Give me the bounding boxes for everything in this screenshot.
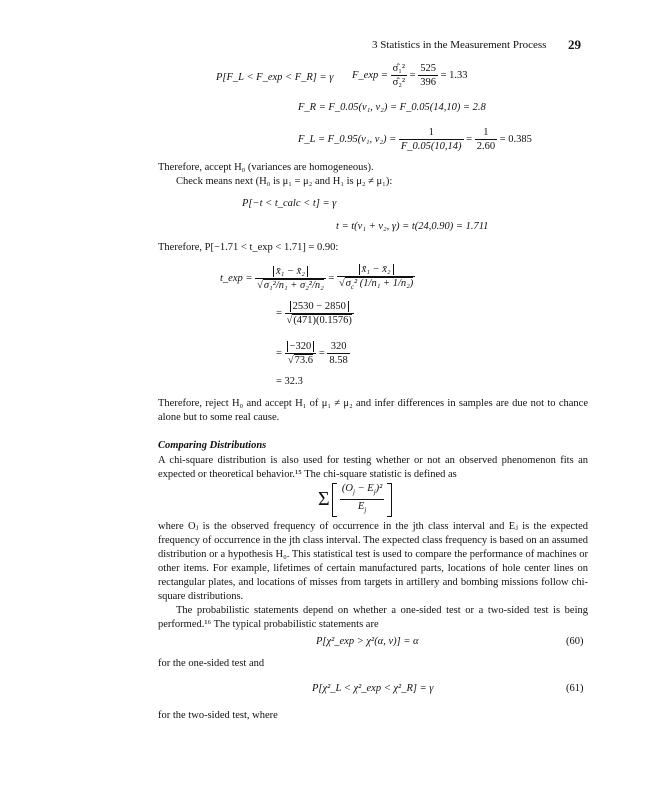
equals-sign: = <box>328 272 335 284</box>
where-paragraph: where Oⱼ is the observed frequency of occurrence in the jth class interval and Eⱼ is the expected frequency of occurrence in the jth class interval. The expected class frequency is based on an assumed distribution or a hypothesis H₀. This statistical test is used to compare the performance of machines or other items. For example, lifetimes of certain manufactured parts, locations of hole center lines on rectangular plates, and locations of misses from targets in artillery and bombing missions follow chi-square distributions. <box>158 521 588 602</box>
f-l-denominator-2: 2.60 <box>476 141 496 152</box>
equation-number-60: (60) <box>566 636 584 647</box>
accept-h0-text: Therefore, accept H₀ (variances are homogeneous). <box>158 162 374 173</box>
equation-t-step-1 <box>276 300 354 327</box>
t-step-1-denominator: √(471)(0.1576) <box>286 315 352 326</box>
check-means-text: Check means next (H₀ is μ₁ = μ₂ and H₁ is μ₂ ≠ μ₁): <box>176 176 393 187</box>
f-l-denominator-1: F_0.05(10,14) <box>400 141 462 152</box>
chi-intro-paragraph: A chi-square distribution is also used for testing whether or not an observed phenomenon fits an expected or theoretical behavior.¹⁵ The chi-square statistic is defined as <box>158 455 588 480</box>
t-step-2-denominator-b: 8.58 <box>329 355 348 366</box>
equals-sign: = <box>409 69 416 81</box>
f-l-fraction-2 <box>475 126 497 153</box>
f-l-lhs: F_L = F_0.95(ν₁, ν₂) = <box>298 133 397 145</box>
equation-chi-61: P[χ²_L < χ²_exp < χ²_R] = γ <box>312 683 434 694</box>
t-exp-denominator-1: √σ₁²/n₁ + σ₂²/n₂ <box>257 280 324 291</box>
t-exp-fraction-1 <box>255 265 326 292</box>
t-step-2-fraction-b <box>327 340 349 367</box>
chapter-title: 3 Statistics in the Measurement Process <box>372 39 547 51</box>
equation-f-exp <box>352 62 468 89</box>
two-sided-text: for the two-sided test, where <box>158 710 278 721</box>
chi-square-numerator: $(O_j - E_j)^2$ <box>340 482 384 500</box>
t-step-1-fraction <box>285 300 354 327</box>
one-sided-text: for the one-sided test and <box>158 658 265 669</box>
f-exp-value-numerator: 525 <box>420 63 436 74</box>
f-l-fraction-1 <box>399 126 464 153</box>
chi-square-denominator: $E_j$ <box>357 501 367 514</box>
t-step-2-numerator-b: 320 <box>327 340 349 354</box>
equation-chi-60: P[χ²_exp > χ²(α, ν)] = α <box>316 636 419 647</box>
f-l-numerator-2: 1 <box>475 126 497 140</box>
t-exp-numerator-2: x̄₁ − x̄₂ <box>337 263 415 277</box>
f-exp-value-denominator: 396 <box>420 77 436 88</box>
page-number: 29 <box>568 37 581 52</box>
equation-prob-f: P[F_L < F_exp < F_R] = γ <box>216 72 334 83</box>
t-exp-denominator-2: $√\sigma_c^2$ (1/n₁ + 1/n₂) <box>338 278 414 291</box>
equation-t-exp <box>220 263 415 294</box>
f-exp-label: F_exp = <box>352 69 388 81</box>
equation-number-61: (61) <box>566 683 584 694</box>
chi-square-statistic <box>318 482 392 517</box>
equation-t-result: = 32.3 <box>276 376 303 387</box>
equals-sign: = <box>276 347 282 359</box>
t-exp-numerator-1: x̄₁ − x̄₂ <box>255 265 326 279</box>
f-exp-denominator: σ̂₂² <box>392 77 406 88</box>
equation-prob-t: P[−t < t_calc < t] = γ <box>242 198 337 209</box>
sigma-sum-icon: Σ <box>318 488 330 510</box>
right-bracket-icon <box>387 483 392 517</box>
equals-sign: = <box>466 133 473 145</box>
probabilistic-paragraph: The probabilistic statements depend on whether a one-sided test or a two-sided test is being performed.¹⁶ The typical probabilistic statements are <box>158 605 588 630</box>
t-step-2-fraction-a <box>285 340 317 367</box>
f-exp-sigma-fraction <box>391 62 407 89</box>
chi-square-fraction <box>340 482 384 517</box>
therefore-p-text: Therefore, P[−1.71 < t_exp < 1.71] = 0.90: <box>158 242 339 253</box>
t-exp-fraction-2 <box>337 263 415 294</box>
t-step-2-numerator-a: −320 <box>285 340 317 354</box>
section-heading: Comparing Distributions <box>158 440 267 451</box>
t-exp-label: t_exp = <box>220 272 253 284</box>
f-exp-numerator: σ̂₁² <box>392 63 406 74</box>
reject-h0-paragraph: Therefore, reject H₀ and accept H₁ of μ₁ ≠ μ₂ and infer differences in samples are due not to chance alone but to some real cause. <box>158 398 588 423</box>
equation-f-r: F_R = F_0.05(ν₁, ν₂) = F_0.05(14,10) = 2.8 <box>298 102 486 113</box>
f-exp-value-fraction <box>418 62 438 89</box>
equation-t-def: t = t(ν₁ + ν₂, γ) = t(24,0.90) = 1.711 <box>336 221 489 232</box>
equation-t-step-2 <box>276 340 350 367</box>
t-step-2-denominator-a: √73.6 <box>287 355 313 366</box>
equation-f-l <box>298 126 532 153</box>
left-bracket-icon <box>332 483 337 517</box>
f-l-result: = 0.385 <box>499 133 532 145</box>
equals-sign: = <box>276 307 282 319</box>
equals-sign: = <box>318 347 325 359</box>
t-step-1-numerator: 2530 − 2850 <box>285 300 354 314</box>
f-l-numerator-1: 1 <box>399 126 464 140</box>
f-exp-result: = 1.33 <box>440 69 468 81</box>
